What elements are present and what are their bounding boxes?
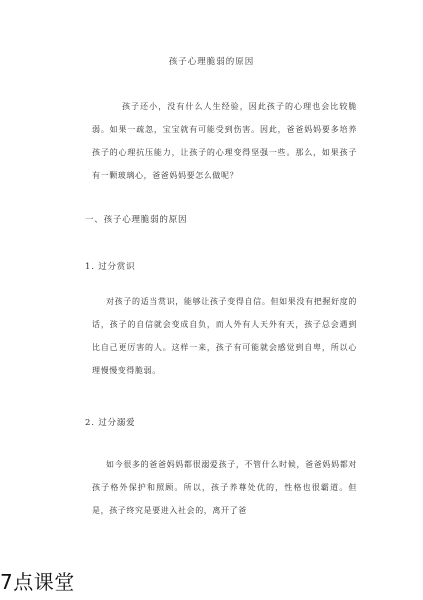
section-heading: 一、孩子心理脆弱的原因 xyxy=(85,215,188,225)
site-watermark: 7点课堂 xyxy=(0,570,75,594)
subsection-heading-2: 2. 过分溺爱 xyxy=(85,418,136,428)
intro-paragraph: 孩子还小，没有什么人生经验，因此孩子的心理也会比较脆弱。如果一疏忽，宝宝就有可能受到伤害。因此，爸爸妈妈要多培养孩子的心理抗压能力，让孩子的心理变得坚强一些。那么，如果孩子有一颗玻璃心，爸爸妈妈要怎么做呢？ xyxy=(92,102,357,180)
subsection-paragraph-1: 对孩子的适当赏识，能够让孩子变得自信。但如果没有把握好度的话，孩子的自信就会变成自负，而人外有人天外有天，孩子总会遇到比自己更厉害的人。这样一来，孩子有可能就会感觉到自卑，所以心理慢慢变得脆弱。 xyxy=(92,297,357,375)
subsection-paragraph-2: 如今很多的爸爸妈妈都很溺爱孩子，不管什么时候，爸爸妈妈都对孩子格外保护和照顾。所以，孩子养尊处优的，性格也很霸道。但是，孩子终究是要进入社会的，离开了爸 xyxy=(92,460,357,515)
subsection-heading-1: 1. 过分赏识 xyxy=(85,262,136,272)
document-title: 孩子心理脆弱的原因 xyxy=(168,57,255,67)
